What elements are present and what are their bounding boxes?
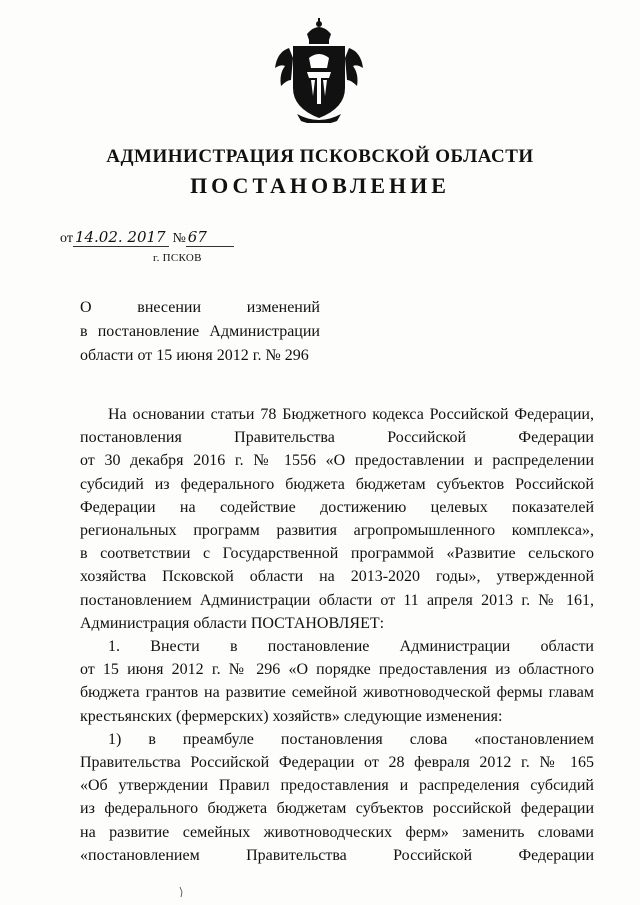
handwritten-date: 14.02. 2017 — [73, 228, 169, 247]
body-line: на развитие семейных животноводческих ферм» заменить словами — [80, 823, 594, 841]
body-line: крестьянских (фермерских) хозяйств» следующие изменения: — [80, 707, 503, 725]
body-line: постановления Правительства Российской Федерации — [80, 429, 594, 447]
body-line: из федерального бюджета бюджетам субъектов российской федерации — [80, 800, 594, 818]
date-number-line — [60, 228, 234, 247]
date-prefix: от — [60, 231, 73, 246]
body-line: от 30 декабря 2016 г. № 1556 «О предоставлении и распределении — [80, 452, 594, 470]
body-line: региональных программ развития агропромышленного комплекса», — [80, 522, 594, 540]
body-line: 1. Внести в постановление Администрации области — [108, 638, 594, 656]
body-text — [80, 403, 594, 867]
coat-of-arms-icon — [271, 18, 367, 123]
body-line: Администрация области ПОСТАНОВЛЯЕТ: — [80, 614, 385, 632]
body-line: постановлением Администрации области от 11 апреля 2013 г. № 161, — [80, 591, 594, 609]
number-prefix: № — [172, 231, 186, 246]
body-line: бюджета грантов на развитие семейной животноводческой фермы главам — [80, 684, 594, 702]
organization-title: АДМИНИСТРАЦИЯ ПСКОВСКОЙ ОБЛАСТИ — [106, 146, 534, 167]
stray-mark-icon — [178, 886, 188, 898]
subject-line: О внесении изменений — [80, 299, 320, 316]
handwritten-number: 67 — [186, 228, 234, 247]
body-line: 1) в преамбуле постановления слова «постановлением — [108, 730, 594, 748]
body-line: субсидий из федерального бюджета бюджетам субъектов Российской — [80, 475, 594, 493]
subject-line: в постановление Администрации — [80, 323, 320, 340]
body-line: Правительства Российской Федерации от 28 февраля 2012 г. № 165 — [80, 754, 594, 772]
body-line: от 15 июня 2012 г. № 296 «О порядке предоставления из областного — [80, 661, 594, 679]
body-line: в соответствии с Государственной программой «Развитие сельского — [80, 545, 594, 563]
subject-block — [80, 296, 320, 368]
city-label: г. ПСКОВ — [153, 252, 202, 264]
subject-line: области от 15 июня 2012 г. № 296 — [80, 347, 309, 364]
body-line: «постановлением Правительства Российской Федерации — [80, 846, 594, 864]
body-line: На основании статьи 78 Бюджетного кодекса Российской Федерации, — [108, 406, 594, 423]
body-line: Федерации на содействие достижению целевых показателей — [80, 498, 594, 516]
document-type-heading: ПОСТАНОВЛЕНИЕ — [190, 173, 450, 198]
body-line: хозяйства Псковской области на 2013-2020 годы», утвержденной — [80, 568, 594, 586]
body-line: «Об утверждении Правил предоставления и распределения субсидий — [80, 777, 594, 795]
